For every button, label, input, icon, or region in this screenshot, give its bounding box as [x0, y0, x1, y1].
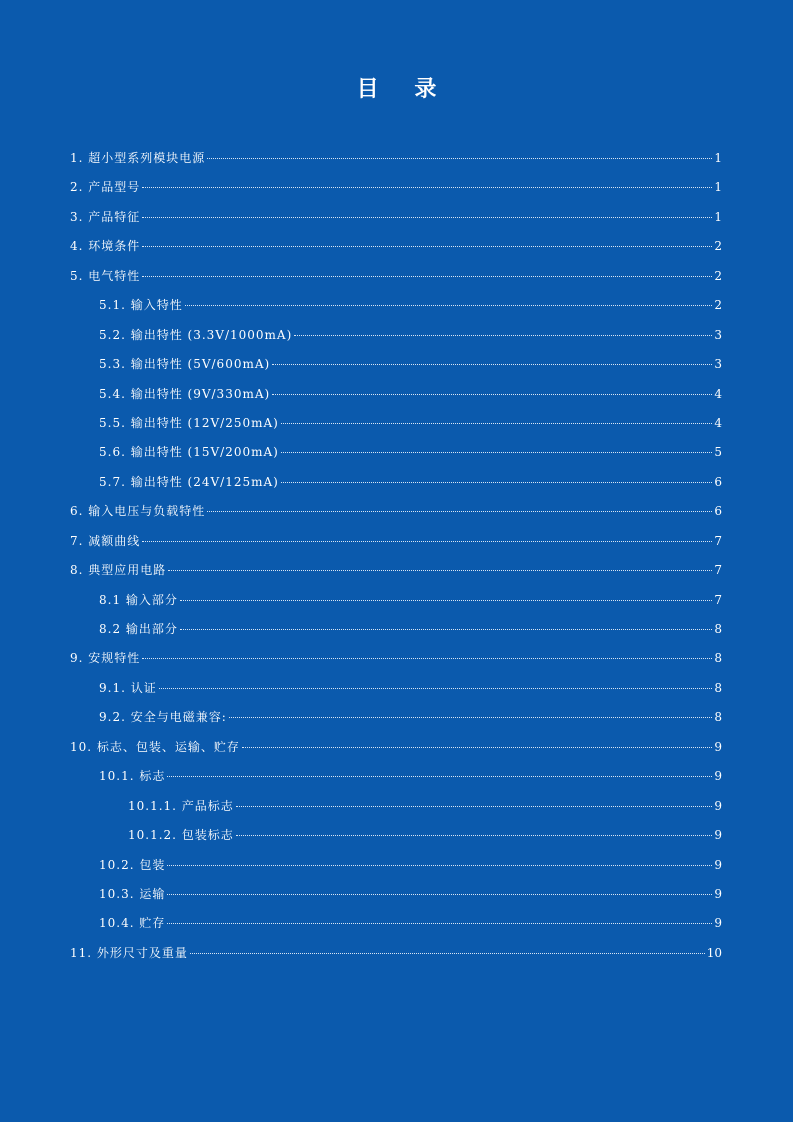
toc-leader-dots	[167, 923, 712, 924]
toc-leader-dots	[272, 394, 712, 395]
toc-entry-title: 9. 安规特性	[70, 651, 141, 666]
toc-entry[interactable]	[70, 939, 722, 968]
toc-page-number: 7	[714, 592, 722, 607]
toc-page-number: 3	[714, 327, 722, 342]
toc-entry-title: 6. 输入电压与负载特性	[70, 504, 206, 519]
table-of-contents	[70, 144, 722, 968]
toc-entry-title: 5.2. 输出特性 (3.3V/1000mA)	[99, 327, 293, 342]
toc-leader-dots	[242, 747, 712, 748]
toc-leader-dots	[167, 776, 712, 777]
toc-entry[interactable]	[70, 380, 722, 409]
toc-leader-dots	[207, 158, 712, 159]
toc-entry[interactable]	[70, 291, 722, 320]
toc-page-number: 8	[714, 710, 722, 725]
toc-page-number: 8	[714, 680, 722, 695]
toc-entry-title: 10.2. 包装	[99, 857, 166, 872]
toc-entry-title: 7. 减额曲线	[70, 533, 141, 548]
toc-page-number: 2	[714, 268, 722, 283]
toc-page-number: 2	[714, 298, 722, 313]
toc-page-number: 7	[714, 563, 722, 578]
toc-leader-dots	[142, 187, 712, 188]
toc-leader-dots	[229, 717, 713, 718]
toc-entry[interactable]	[70, 203, 722, 232]
toc-entry[interactable]	[70, 615, 722, 644]
toc-entry-title: 9.1. 认证	[99, 680, 157, 695]
toc-page-number: 5	[714, 445, 722, 460]
toc-entry-title: 5.4. 输出特性 (9V/330mA)	[99, 386, 271, 401]
toc-leader-dots	[142, 217, 712, 218]
toc-entry-title: 10.1.2. 包装标志	[128, 828, 234, 843]
toc-leader-dots	[168, 570, 712, 571]
toc-entry[interactable]	[70, 733, 722, 762]
toc-leader-dots	[142, 246, 712, 247]
toc-page-number: 8	[714, 622, 722, 636]
toc-leader-dots	[167, 894, 712, 895]
toc-entry[interactable]	[70, 644, 722, 673]
toc-leader-dots	[236, 806, 713, 807]
toc-entry-title: 8.1 输入部分	[99, 592, 178, 607]
toc-entry[interactable]	[70, 762, 722, 791]
toc-entry[interactable]	[70, 438, 722, 467]
toc-entry-title: 5.5. 输出特性 (12V/250mA)	[99, 415, 279, 430]
toc-leader-dots	[281, 423, 713, 424]
toc-entry[interactable]	[70, 586, 722, 615]
toc-page-number: 1	[714, 151, 722, 165]
toc-entry-title: 8.2 输出部分	[99, 622, 178, 636]
toc-entry-title: 3. 产品特征	[70, 209, 141, 224]
toc-leader-dots	[185, 305, 713, 306]
toc-page-number: 9	[714, 828, 722, 843]
toc-entry-title: 9.2. 安全与电磁兼容:	[99, 710, 227, 725]
toc-leader-dots	[167, 865, 712, 866]
toc-entry[interactable]	[70, 821, 722, 850]
toc-entry[interactable]	[70, 262, 722, 291]
toc-page-number: 9	[714, 769, 722, 784]
toc-entry-title: 4. 环境条件	[70, 239, 141, 254]
toc-entry[interactable]	[70, 527, 722, 556]
toc-leader-dots	[281, 452, 713, 453]
toc-entry[interactable]	[70, 556, 722, 585]
toc-entry[interactable]	[70, 674, 722, 703]
toc-leader-dots	[281, 482, 713, 483]
toc-entry[interactable]	[70, 144, 722, 173]
toc-entry-title: 8. 典型应用电路	[70, 563, 167, 578]
toc-entry-title: 1. 超小型系列模块电源	[70, 151, 206, 165]
toc-entry-title: 10.3. 运输	[99, 886, 166, 901]
toc-page-number: 9	[714, 886, 722, 901]
toc-page-number: 2	[714, 239, 722, 254]
toc-entry[interactable]	[70, 851, 722, 880]
toc-leader-dots	[180, 600, 712, 601]
toc-page-number: 10	[706, 945, 722, 960]
toc-page-number: 7	[714, 533, 722, 548]
toc-page-number: 9	[714, 798, 722, 813]
toc-leader-dots	[207, 511, 712, 512]
toc-entry[interactable]	[70, 350, 722, 379]
toc-entry-title: 5. 电气特性	[70, 268, 141, 283]
toc-entry[interactable]	[70, 880, 722, 909]
toc-leader-dots	[294, 335, 712, 336]
toc-entry-title: 10.4. 贮存	[99, 916, 166, 931]
toc-entry-title: 5.6. 输出特性 (15V/200mA)	[99, 445, 279, 460]
toc-leader-dots	[190, 953, 705, 954]
toc-entry-title: 10.1. 标志	[99, 769, 166, 784]
toc-page-number: 8	[714, 651, 722, 666]
toc-entry[interactable]	[70, 173, 722, 202]
toc-leader-dots	[159, 688, 713, 689]
toc-entry[interactable]	[70, 909, 722, 938]
toc-page-number: 9	[714, 857, 722, 872]
toc-entry-title: 5.3. 输出特性 (5V/600mA)	[99, 357, 271, 372]
page-title: 目 录	[356, 76, 451, 102]
toc-leader-dots	[180, 629, 712, 630]
toc-entry-title: 5.1. 输入特性	[99, 298, 183, 313]
toc-entry[interactable]	[70, 232, 722, 261]
toc-entry[interactable]	[70, 703, 722, 732]
toc-page-number: 9	[714, 739, 722, 754]
toc-page-number: 1	[714, 209, 722, 224]
toc-entry[interactable]	[70, 497, 722, 526]
toc-leader-dots	[142, 541, 712, 542]
toc-entry[interactable]	[70, 468, 722, 497]
toc-page-number: 9	[714, 916, 722, 931]
toc-leader-dots	[236, 835, 713, 836]
toc-leader-dots	[142, 276, 712, 277]
toc-page-number: 6	[714, 474, 722, 489]
toc-page-number: 4	[714, 386, 722, 401]
toc-entry-title: 2. 产品型号	[70, 180, 141, 195]
toc-page-number: 1	[714, 180, 722, 195]
toc-entry[interactable]	[70, 409, 722, 438]
toc-page-number: 4	[714, 415, 722, 430]
toc-entry[interactable]	[70, 792, 722, 821]
toc-entry-title: 5.7. 输出特性 (24V/125mA)	[99, 474, 279, 489]
toc-page-number: 6	[714, 504, 722, 519]
toc-page-number: 3	[714, 357, 722, 372]
toc-entry-title: 10.1.1. 产品标志	[128, 798, 234, 813]
toc-leader-dots	[272, 364, 712, 365]
toc-leader-dots	[142, 658, 712, 659]
toc-entry-title: 10. 标志、包装、运输、贮存	[70, 739, 240, 754]
toc-entry-title: 11. 外形尺寸及重量	[70, 945, 188, 960]
toc-entry[interactable]	[70, 321, 722, 350]
